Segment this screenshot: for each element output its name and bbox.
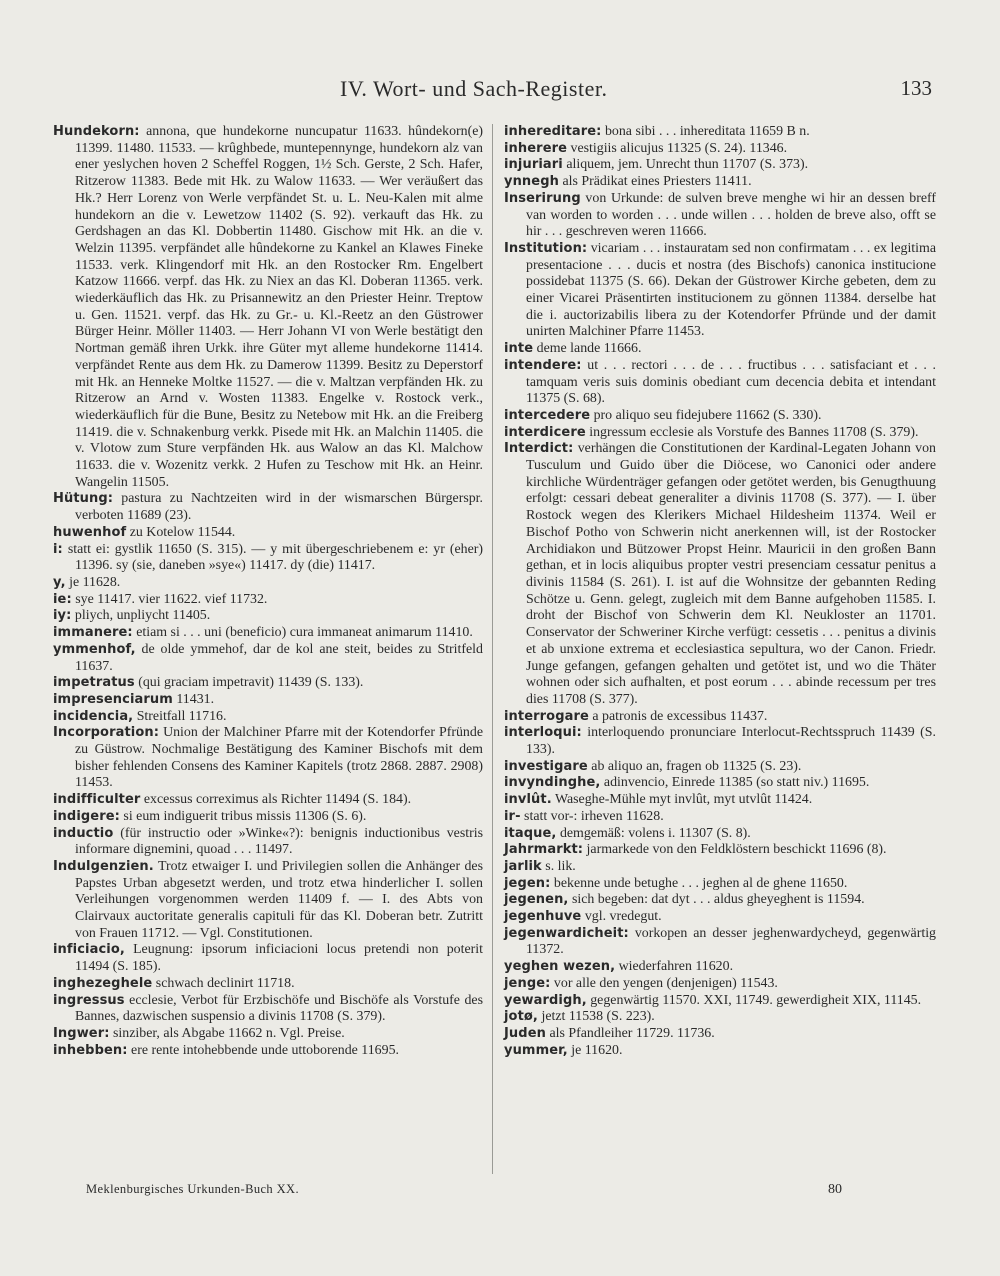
index-entry xyxy=(53,1026,483,1043)
entry-term: jegenhuve xyxy=(504,909,582,925)
entry-term: huwenhof xyxy=(53,524,127,540)
entry-text: verhängen die Constitutionen der Kardinal-Legaten Johann von Tusculum und Guido über die Diöcese, wo Canonici oder andere kirchliche Würdenträger gefangen oder getötet werden, bis Genugthuung erfolgt: cessari debeat generaliter a divinis 11708 (S. 377). — I. über Rostock wegen des Klerikers Michael Hildesheim 11374. Weil er Bischof Potho von Schwerin nicht anerkennen will, ist der Rostocker Archidiakon und Bützower Propst Heinr. Mauricii in den großen Bann gethan, et in locis aliquibus propter vestri presenciam cessatur penitus a divinis 11584 (S. 261). I. ist auf die Wohnsitze der gebannten Reding Schötze u. Genn. gelegt, zugleich mit dem Banne aufgehoben 11585. I. droht der Bischof von Schwerin dem Kl. Neukloster an 11701. Conservator der Schweriner Kirche verfügt: cessetis . . . penitus a divinis et ab unxione extrema et ecclesiastica sepultura, wo der Canon. Friedr. Junge gefangen, gefangen gehalten und getötet ist, und wo die Thäter wohnen oder sich aufhalten, et post eorum . . . abinde recessum per tres dies 11708 (S. 377). xyxy=(526,441,936,707)
index-entry xyxy=(53,542,483,575)
index-entry xyxy=(504,408,936,425)
index-entry xyxy=(53,709,483,726)
index-entry xyxy=(504,892,936,909)
index-entry xyxy=(53,993,483,1026)
entry-text: als Pfandleiher 11729. 11736. xyxy=(545,1025,715,1041)
entry-term: Incorporation: xyxy=(53,725,160,741)
entry-text: vicariam . . . instauratam sed non confirmatam . . . ex legitima presentacione . . . ducis et nostra (des Bischofs) canonica institucione possidebat 11375 (S. 66). Dekan der Güstrower Kirche gebeten, dem zu einer Vicarei Präsentirten institucionem zu gönnen 11384. derselbe hat die i. auctorizabilis libera zu der Kotendorfer Pfründe und der damit unirten Malchiner Pfarre 11453. xyxy=(526,240,936,340)
index-entry xyxy=(504,993,936,1010)
index-entry xyxy=(504,341,936,358)
index-entry xyxy=(504,191,936,241)
entry-text: sye 11417. vier 11622. vief 11732. xyxy=(71,591,268,607)
index-entry xyxy=(504,759,936,776)
entry-term: Inserirung xyxy=(504,190,581,206)
index-entry xyxy=(504,926,936,959)
index-entry xyxy=(504,775,936,792)
entry-text: vgl. vredegut. xyxy=(581,909,662,925)
index-entry xyxy=(53,124,483,491)
index-entry xyxy=(504,976,936,993)
entry-text: si eum indiguerit tribus missis 11306 (S. 6). xyxy=(119,808,367,824)
index-entry xyxy=(504,124,936,141)
entry-text: je 11620. xyxy=(567,1042,623,1058)
entry-term: y, xyxy=(53,574,66,590)
entry-text: interloquendo pronunciare Interlocut-Rechtsspruch 11439 (S. 133). xyxy=(526,725,936,758)
entry-text: gegenwärtig 11570. XXI, 11749. gewerdigheit XIX, 11145. xyxy=(586,992,922,1008)
index-entry xyxy=(504,157,936,174)
entry-text: aliquem, jem. Unrecht thun 11707 (S. 373). xyxy=(562,157,809,173)
entry-text: vor alle den yengen (denjenigen) 11543. xyxy=(550,975,778,991)
entry-text: vestigiis alicujus 11325 (S. 24). 11346. xyxy=(567,140,788,156)
entry-term: Jahrmarkt: xyxy=(504,842,584,858)
entry-term: indifficulter xyxy=(53,792,141,808)
index-entry xyxy=(504,809,936,826)
entry-term: jegenwardicheit: xyxy=(504,925,629,941)
index-entry xyxy=(504,959,936,976)
index-entry xyxy=(53,625,483,642)
entry-term: inficiacio, xyxy=(53,942,125,958)
entry-text: zu Kotelow 11544. xyxy=(126,524,236,540)
entry-text: sinziber, als Abgabe 11662 n. Vgl. Preise. xyxy=(109,1025,345,1041)
entry-text: Union der Malchiner Pfarre mit der Kotendorfer Pfründe zu Güstrow. Nochmalige Bestätigung des Kaminer Bischofs mit dem bisher fehlenden Consens des Kaminer Kapitels (trotz 2868. 2887. 2908) 11453. xyxy=(75,725,483,791)
entry-term: jarlik xyxy=(504,858,542,874)
entry-text: schwach declinirt 11718. xyxy=(152,975,295,991)
entry-term: yummer, xyxy=(504,1042,568,1058)
index-entry xyxy=(53,525,483,542)
entry-text: excessus correximus als Richter 11494 (S. 184). xyxy=(140,792,412,808)
entry-text: Trotz etwaiger I. und Privilegien sollen die Anhänger des Papstes Urban abgesetzt werden, und trotz etwa hinderlicher I. sollen Verleihungen vorgenommen werden 11409 f. — I. des Abts von Clairvaux auctoritate generalis capituli für das Kl. Doberan betr. Zutritt von Frauen 11712. — Vgl. Constitutionen. xyxy=(75,858,483,941)
entry-term: inherere xyxy=(504,140,568,156)
index-entry xyxy=(504,909,936,926)
entry-text: de olde ymmehof, dar de kol ane steit, beides zu Stritfeld 11637. xyxy=(75,641,483,674)
index-entry xyxy=(504,859,936,876)
left-column xyxy=(53,124,483,1059)
entry-text: annona, que hundekorne nuncupatur 11633. hûndekorn(e) 11399. 11480. 11533. — krûghbede, muntepennynge, hundekorn alz van ener yeslychen hoven 2 Scheffel Roggen, 1½ Sch. Gerste, 2 Sch. Hafer, Ritzerow 11383. Bede mit Hk. zu Walow 11633. — Wer veräußert das Hk.? Herr Lorenz von Werle verpfändet St. u. L. Neu-Kalen mit alme hundekorn an die v. Lewetzow 11402 (S. 92). verkauft das Hk. zu Gerdshagen an das Kl. Dobbertin 11480. Gischow mit Hk. an die v. Welzin 11395. verpfändet alle hûndekorne zu Kankel an Klawes Fineke 11533. verk. Klingendorf mit Hk. an den Rostocker Rm. Engelbert Katzow 11666. verpf. das Hk. zu Niex an das Kl. Doberan 11365. verk. wiederkäuflich das Hk. zu Prisannewitz an den Priester Heinr. Treptow u. Gen. 11521. verpf. das Hk. zu Gr.- u. Kl.-Reetz an den Güstrower Bürger Heinr. Möller 11403. — Herr Johann VI von Werle bestätigt den Nortman gemäß ihren Urkk. ihre Güter myt alleme hundekorne 11414. verpfändet Rente aus dem Hk. zu Damerow 11399. Besitz zu Deperstorf mit Hk. an Henneke Moltke 11527. — die v. Maltzan verpfänden Hk. zu Ritzerow an Arnd v. Wosten 11383. Engelke v. Rostock verk., wiederkäuflich für die Bune, Besitz zu Netebow mit Hk. an die Freiberg 11419. die v. Schnakenburg verkk. Pisede mit Hk. an Malchin 11405. die v. Vlotow zum Sture verpfänden Hk. aus Walow an das Kl. Malchow 11633. die v. Wozenitz verkk. 2 Hufen zu Teschow mit Hk. an Heinr. Wangelin 11505. xyxy=(75,124,483,490)
entry-term: yewardigh, xyxy=(504,992,587,1008)
entry-text: 11431. xyxy=(172,691,215,707)
entry-term: inghezeghele xyxy=(53,975,153,991)
index-entry xyxy=(504,174,936,191)
page-header xyxy=(0,76,1000,106)
entry-text: bekenne unde betughe . . . jeghen al de ghene 11650. xyxy=(550,875,848,891)
entry-term: Hütung: xyxy=(53,491,114,507)
entry-term: investigare xyxy=(504,758,588,774)
index-entry xyxy=(504,725,936,758)
entry-term: impresenciarum xyxy=(53,691,173,707)
entry-term: inductio xyxy=(53,825,114,841)
entry-term: invlût. xyxy=(504,792,552,808)
index-entry xyxy=(53,859,483,943)
index-entry xyxy=(53,675,483,692)
entry-text: ere rente intohebbende unde uttoborende 11695. xyxy=(127,1042,399,1058)
index-entry xyxy=(53,592,483,609)
entry-text: statt ei: gystlik 11650 (S. 315). — y mit übergeschriebenem e: yr (eher) 11396. sy (sie, daneben »sye«) 11417. dy (die) 11417. xyxy=(62,541,483,574)
entry-term: intendere: xyxy=(504,357,582,373)
entry-text: demgemäß: volens i. 11307 (S. 8). xyxy=(556,825,751,841)
entry-term: indigere: xyxy=(53,808,120,824)
index-entry xyxy=(53,976,483,993)
entry-term: inhebben: xyxy=(53,1042,128,1058)
entry-term: ynnegh xyxy=(504,174,559,190)
index-entry xyxy=(53,809,483,826)
index-entry xyxy=(504,1043,936,1060)
index-entry xyxy=(53,491,483,524)
footer-book-title: Meklenburgisches Urkunden-Buch XX. xyxy=(86,1182,299,1196)
index-entry xyxy=(504,826,936,843)
entry-text: ut . . . rectori . . . de . . . fructibus . . . satisfaciant et . . . tamquam veris suis dominis obediant cum decencia debita et intendant 11375 (S. 68). xyxy=(526,357,936,407)
index-entry xyxy=(53,692,483,709)
entry-text: Streitfall 11716. xyxy=(133,708,227,724)
entry-text: ingressum ecclesie als Vorstufe des Bannes 11708 (S. 379). xyxy=(585,424,919,440)
entry-text: deme lande 11666. xyxy=(533,341,642,357)
entry-text: pastura zu Nachtzeiten wird in der wismarschen Bürgerspr. verboten 11689 (23). xyxy=(75,491,483,524)
entry-text: pliych, unpliycht 11405. xyxy=(71,608,211,624)
entry-text: statt vor-: irheven 11628. xyxy=(520,808,664,824)
entry-text: von Urkunde: de sulven breve menghe wi hir an dessen breff van worden to worden . . . unde willen . . . holden de breve also, offt se hir . . . geschreven weren 11666. xyxy=(526,190,936,240)
index-entry xyxy=(504,141,936,158)
entry-term: ie: xyxy=(53,591,72,607)
index-entry xyxy=(504,241,936,341)
entry-term: Indulgenzien. xyxy=(53,858,154,874)
entry-text: wiederfahren 11620. xyxy=(615,959,734,975)
index-entry xyxy=(504,709,936,726)
entry-term: jegen: xyxy=(504,875,551,891)
entry-term: injuriari xyxy=(504,157,563,173)
index-entry xyxy=(504,441,936,708)
page-number: 133 xyxy=(900,76,932,100)
entry-term: i: xyxy=(53,541,63,557)
entry-term: intercedere xyxy=(504,407,591,423)
entry-term: itaque, xyxy=(504,825,557,841)
entry-term: Interdict: xyxy=(504,441,574,457)
index-entry xyxy=(53,942,483,975)
index-entry xyxy=(504,1009,936,1026)
entry-term: inte xyxy=(504,341,534,357)
index-entry xyxy=(504,876,936,893)
entry-text: adinvencio, Einrede 11385 (so statt niv.) 11695. xyxy=(600,775,870,791)
entry-text: vorkopen an desser jeghenwardycheyd, gegenwärtig 11372. xyxy=(526,925,936,958)
column-divider xyxy=(492,124,493,1174)
entry-text: (für instructio oder »Winke«?): benignis inductionibus vestris informare dignemini, quoad . . . 11497. xyxy=(75,825,483,858)
entry-term: immanere: xyxy=(53,625,133,641)
index-entry xyxy=(504,425,936,442)
index-entry xyxy=(504,792,936,809)
entry-term: ingressus xyxy=(53,992,125,1008)
index-entry xyxy=(53,725,483,792)
entry-text: etiam si . . . uni (beneficio) cura immaneat animarum 11410. xyxy=(132,625,473,641)
entry-text: ab aliquo an, fragen ob 11325 (S. 23). xyxy=(587,758,802,774)
entry-term: ir- xyxy=(504,808,521,824)
index-entry xyxy=(53,1043,483,1060)
index-entry xyxy=(504,358,936,408)
entry-term: yeghen wezen, xyxy=(504,959,616,975)
index-entry xyxy=(504,1026,936,1043)
entry-term: jotø, xyxy=(504,1009,538,1025)
index-entry xyxy=(53,608,483,625)
entry-text: jarmarkede von den Feldklöstern beschickt 11696 (8). xyxy=(583,842,887,858)
entry-term: impetratus xyxy=(53,675,135,691)
entry-text: jetzt 11538 (S. 223). xyxy=(537,1009,655,1025)
entry-text: ecclesie, Verbot für Erzbischöfe und Bischöfe als Vorstufe des Bannes, dazwischen suspensio a divinis 11708 (S. 379). xyxy=(75,992,483,1025)
entry-text: s. lik. xyxy=(541,858,576,874)
index-entry xyxy=(53,642,483,675)
entry-term: Institution: xyxy=(504,240,588,256)
entry-term: Ingwer: xyxy=(53,1025,110,1041)
entry-term: jegenen, xyxy=(504,892,569,908)
entry-text: (qui graciam impetravit) 11439 (S. 133). xyxy=(134,675,364,691)
entry-term: interloqui: xyxy=(504,725,582,741)
entry-text: a patronis de excessibus 11437. xyxy=(588,708,768,724)
entry-term: incidencia, xyxy=(53,708,134,724)
entry-text: sich begeben: dat dyt . . . aldus gheyeghent is 11594. xyxy=(568,892,865,908)
index-entry xyxy=(53,792,483,809)
entry-term: iy: xyxy=(53,608,72,624)
entry-term: interdicere xyxy=(504,424,586,440)
entry-term: Hundekorn: xyxy=(53,124,140,139)
page-title: IV. Wort- und Sach-Register. xyxy=(340,76,608,101)
page-footer xyxy=(0,1182,1000,1212)
entry-term: ymmenhof, xyxy=(53,641,136,657)
entry-term: Juden xyxy=(504,1025,546,1041)
entry-term: inhereditare: xyxy=(504,124,602,139)
footer-signature: 80 xyxy=(828,1182,842,1197)
entry-text: bona sibi . . . inhereditata 11659 B n. xyxy=(601,124,810,139)
index-entry xyxy=(53,575,483,592)
index-entry xyxy=(504,842,936,859)
index-entry xyxy=(53,826,483,859)
entry-text: Waseghe-Mühle myt invlût, myt utvlût 11424. xyxy=(551,792,813,808)
entry-term: interrogare xyxy=(504,708,589,724)
entry-text: je 11628. xyxy=(65,574,121,590)
right-column xyxy=(504,124,936,1059)
entry-text: als Prädikat eines Priesters 11411. xyxy=(558,174,752,190)
entry-text: Leugnung: ipsorum inficiacioni locus pretendi non poterit 11494 (S. 185). xyxy=(75,942,483,975)
entry-text: pro aliquo seu fidejubere 11662 (S. 330). xyxy=(590,407,822,423)
entry-term: jenge: xyxy=(504,975,551,991)
entry-term: invyndinghe, xyxy=(504,775,601,791)
